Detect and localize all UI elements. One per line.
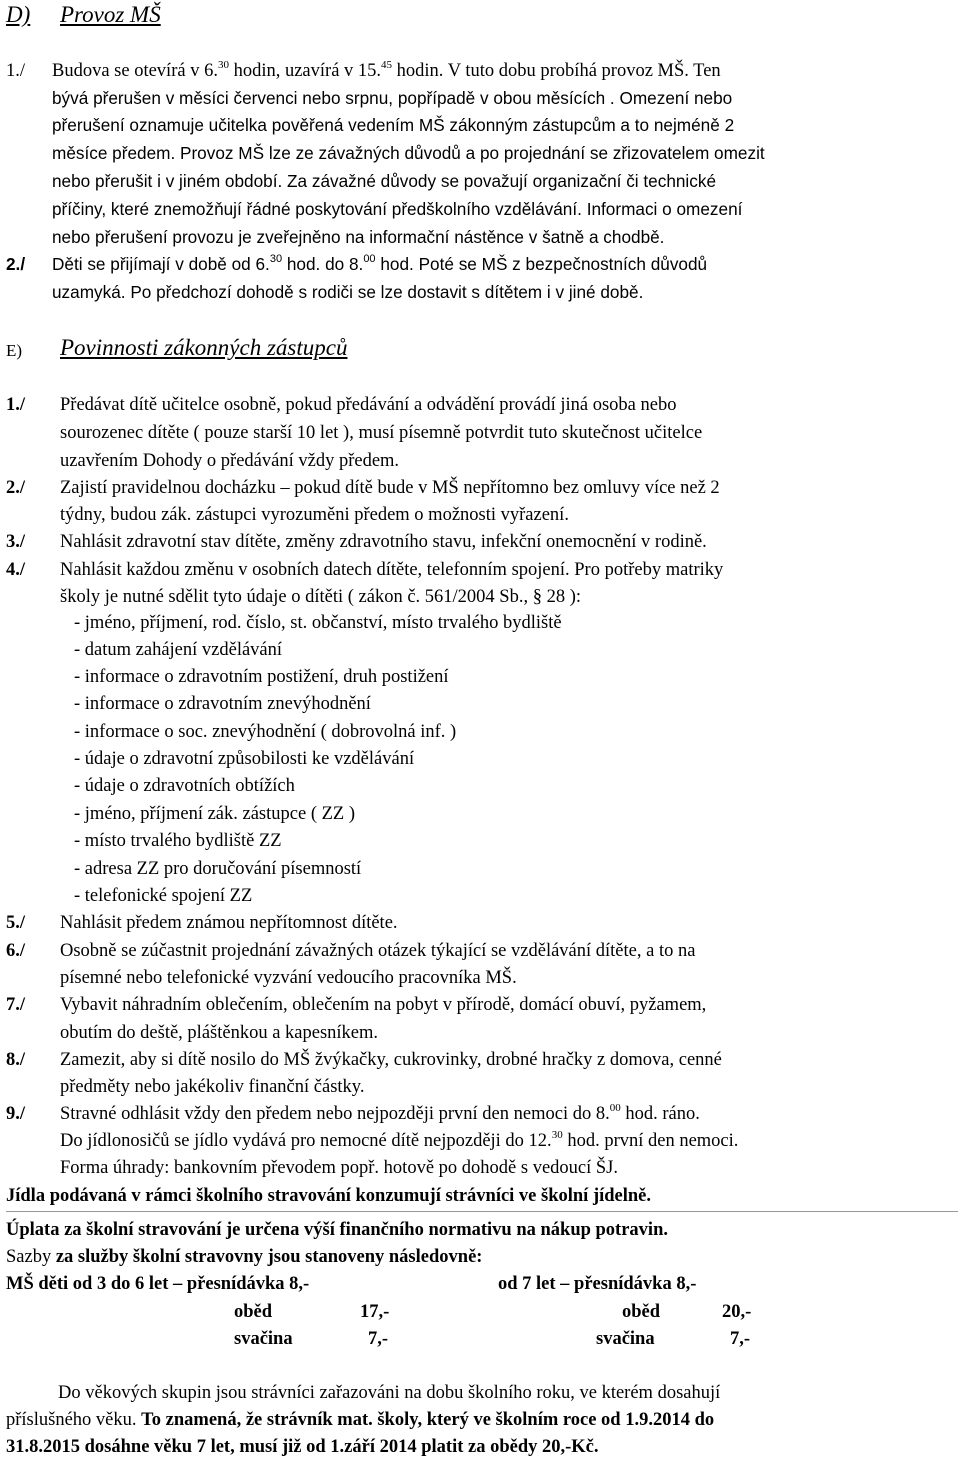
paragraph-line: Zajistí pravidelnou docházku – pokud dítě bude v MŠ nepřítomno bez omluvy více než 2: [60, 478, 720, 498]
item-number: 2./: [6, 478, 26, 498]
lunch-label: oběd: [622, 1302, 661, 1322]
snack-label: svačina: [596, 1329, 655, 1349]
bullet-item: - údaje o zdravotní způsobilosti ke vzdělávání: [74, 749, 415, 769]
paragraph-line: Forma úhrady: bankovním převodem popř. hotově po dohodě s vedoucí ŠJ.: [60, 1158, 618, 1178]
bullet-item: - jméno, příjmení zák. zástupce ( ZZ ): [74, 804, 355, 824]
item-number: 8./: [6, 1050, 26, 1070]
item-number: 1./: [6, 61, 26, 81]
paragraph-line: bývá přerušen v měsíci červenci nebo srpnu, popřípadě v obou měsících . Omezení nebo: [52, 88, 733, 108]
paragraph-line: Vybavit náhradním oblečením, oblečením na pobyt v přírodě, domácí obuví, pyžamem,: [60, 995, 707, 1015]
paragraph-line: Zamezit, aby si dítě nosilo do MŠ žvýkačky, cukrovinky, drobné hračky z domova, cenné: [60, 1050, 722, 1070]
snack-label: svačina: [234, 1329, 293, 1349]
section-title: Provoz MŠ: [60, 2, 161, 27]
paragraph-line: Stravné odhlásit vždy den předem nebo nejpozději první den nemoci do 8.00 hod. ráno.: [60, 1102, 700, 1124]
item-number: 1./: [6, 395, 26, 415]
bullet-item: - místo trvalého bydliště ZZ: [74, 831, 282, 851]
section-title: Povinnosti zákonných zástupců: [60, 335, 348, 360]
section-letter: E): [6, 341, 23, 360]
bullet-item: - jméno, příjmení, rod. číslo, st. občanství, místo trvalého bydliště: [74, 613, 562, 633]
paragraph-line: nebo přerušení provozu je zveřejněno na informační nástěnce v šatně a chodbě.: [52, 227, 665, 247]
paragraph-line: uzamyká. Po předchozí dohodě s rodiči se lze dostavit s dítětem i v jiné době.: [52, 282, 644, 302]
item-number: 4./: [6, 560, 26, 580]
paragraph-line: měsíce předem. Provoz MŠ lze ze závažných důvodů a po projednání se zřizovatelem omezit: [52, 143, 765, 163]
item-number: 5./: [6, 913, 26, 933]
bullet-item: - informace o zdravotním postižení, druh postižení: [74, 667, 449, 687]
lunch-label: oběd: [234, 1302, 273, 1322]
paragraph-line: Do jídlonosičů se jídlo vydává pro nemocné dítě nejpozději do 12.30 hod. první den nemoci.: [60, 1129, 739, 1151]
paragraph-line: Nahlásit předem známou nepřítomnost dítěte.: [60, 913, 398, 933]
item-number: 7./: [6, 995, 26, 1015]
item-number: 9./: [6, 1104, 26, 1124]
paragraph-line: Předávat dítě učitelce osobně, pokud předávání a odvádění provádí jiná osoba nebo: [60, 395, 677, 415]
paragraph-line: sourozenec dítěte ( pouze starší 10 let ), musí písemně potvrdit tuto skutečnost učitelce: [60, 423, 703, 443]
bullet-item: - datum zahájení vzdělávání: [74, 640, 283, 660]
paragraph-line: obutím do deště, pláštěnkou a kapesníkem.: [60, 1023, 379, 1043]
paragraph-line: týdny, budou zák. zástupci vyrozuměni předem o možnosti vyřazení.: [60, 505, 569, 525]
paragraph-line: Nahlásit zdravotní stav dítěte, změny zdravotního stavu, infekční onemocnění v rodině.: [60, 532, 707, 552]
paragraph-line: přerušení oznamuje učitelka pověřená vedením MŠ zákonným zástupcům a to nejméně 2: [52, 115, 735, 135]
rates-intro: Sazby za služby školní stravovny jsou stanoveny následovně:: [6, 1247, 483, 1267]
snack-price-group-1: 7,-: [368, 1329, 389, 1349]
paragraph-line: předměty nebo jakékoliv finanční částky.: [60, 1077, 365, 1097]
paragraph-line: písemné nebo telefonické vyzvání vedoucího pracovníka MŠ.: [60, 968, 517, 988]
paragraph-line: Děti se přijímají v době od 6.30 hod. do 8.00 hod. Poté se MŠ z bezpečnostních důvodů: [52, 253, 708, 274]
rates-group-2: od 7 let – přesnídávka 8,-: [498, 1274, 697, 1294]
bullet-item: - adresa ZZ pro doručování písemností: [74, 859, 362, 879]
age-group-note: příslušného věku. To znamená, že strávník mat. školy, který ve školním roce od 1.9.2014 do: [6, 1410, 715, 1430]
paragraph-line: školy je nutné sdělit tyto údaje o dítěti ( zákon č. 561/2004 Sb., § 28 ):: [60, 587, 582, 607]
bullet-item: - údaje o zdravotních obtížích: [74, 776, 295, 796]
item-number: 6./: [6, 941, 26, 961]
paragraph-line: Nahlásit každou změnu v osobních datech dítěte, telefonním spojení. Pro potřeby matriky: [60, 560, 724, 580]
catering-payment-note: Úplata za školní stravování je určena výší finančního normativu na nákup potravin.: [6, 1220, 668, 1240]
lunch-price-group-1: 17,-: [360, 1302, 390, 1322]
divider: [6, 1211, 958, 1212]
bullet-item: - informace o soc. znevýhodnění ( dobrovolná inf. ): [74, 722, 457, 742]
paragraph-line: Osobně se zúčastnit projednání závažných otázek týkající se vzdělávání dítěte, a to na: [60, 941, 696, 961]
age-group-note: 31.8.2015 dosáhne věku 7 let, musí již od 1.září 2014 platit za obědy 20,-Kč.: [6, 1437, 599, 1457]
paragraph-line: Budova se otevírá v 6.30 hodin, uzavírá v 15.45 hodin. V tuto dobu probíhá provoz MŠ. Ten: [52, 59, 721, 81]
bullet-item: - informace o zdravotním znevýhodnění: [74, 694, 371, 714]
snack-price-group-2: 7,-: [730, 1329, 751, 1349]
lunch-price-group-2: 20,-: [722, 1302, 752, 1322]
section-letter: D): [6, 2, 31, 27]
item-number: 2./: [6, 254, 26, 274]
paragraph-line: uzavřením Dohody o předávání vždy předem.: [60, 451, 400, 471]
age-group-note: Do věkových skupin jsou strávníci zařazováni na dobu školního roku, ve kterém dosahují: [58, 1383, 721, 1403]
catering-note: Jídla podávaná v rámci školního stravování konzumují strávníci ve školní jídelně.: [6, 1186, 652, 1206]
item-number: 3./: [6, 532, 26, 552]
paragraph-line: příčiny, které znemožňují řádné poskytování předškolního vzdělávání. Informaci o omezení: [52, 199, 743, 219]
rates-group-1: MŠ děti od 3 do 6 let – přesnídávka 8,-: [6, 1274, 310, 1294]
bullet-item: - telefonické spojení ZZ: [74, 886, 253, 906]
paragraph-line: nebo přerušit i v jiném období. Za závažné důvody se považují organizační či technické: [52, 171, 717, 191]
